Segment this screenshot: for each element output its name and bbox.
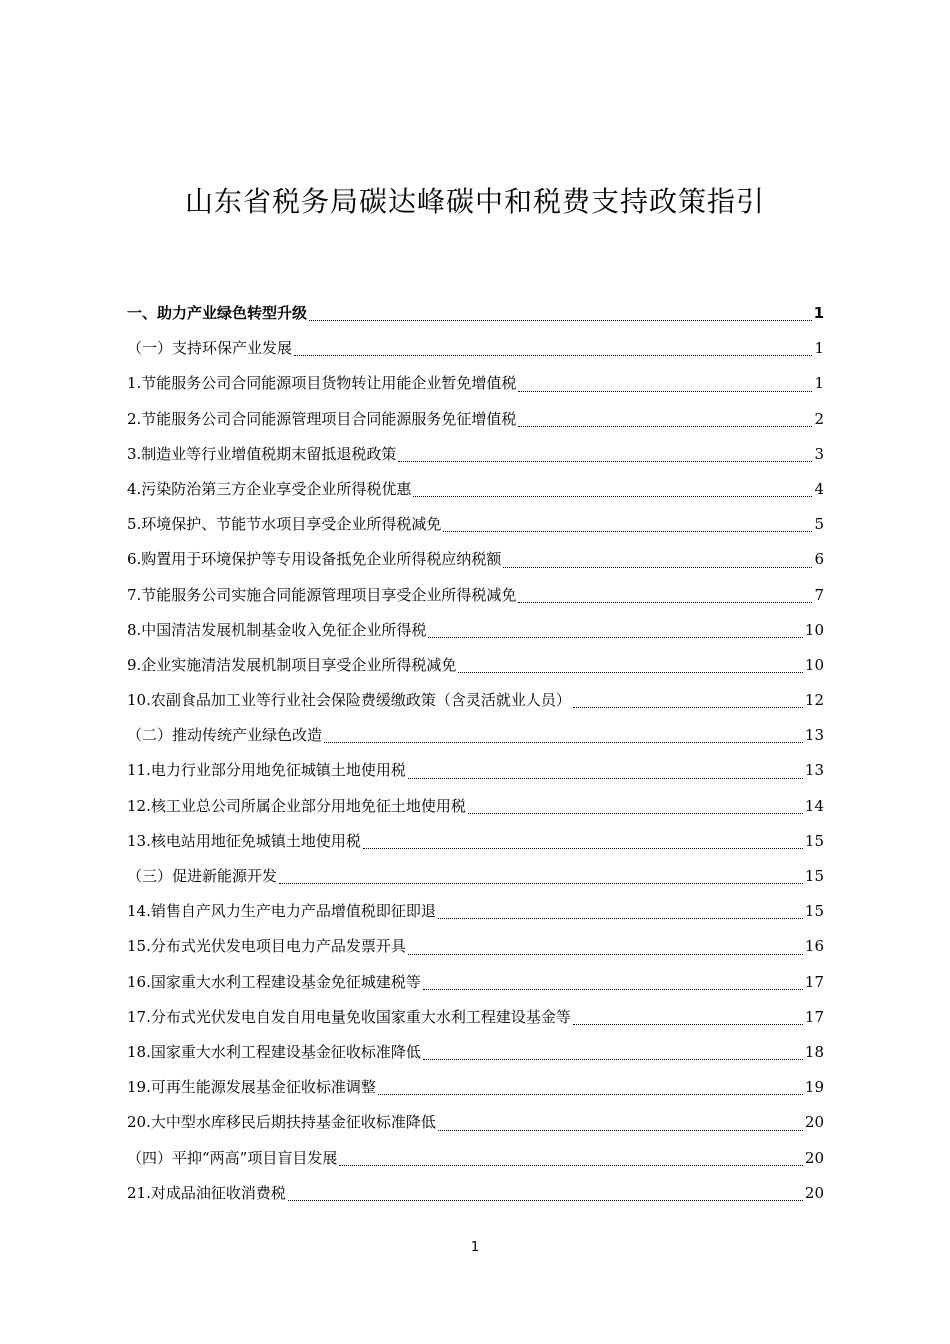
toc-entry-page: 2 bbox=[814, 409, 824, 428]
toc-entry-page: 20 bbox=[804, 1148, 824, 1167]
toc-entry[interactable] bbox=[127, 437, 824, 472]
toc-dot-leader bbox=[339, 1164, 803, 1166]
toc-dot-leader bbox=[458, 671, 803, 673]
toc-dot-leader bbox=[573, 1023, 803, 1025]
toc-dot-leader bbox=[443, 530, 812, 532]
toc-entry[interactable] bbox=[127, 542, 824, 577]
toc-entry-text: 5.环境保护、节能节水项目享受企业所得税减免 bbox=[127, 515, 442, 534]
page-title: 山东省税务局碳达峰碳中和税费支持政策指引 bbox=[184, 185, 765, 218]
toc-entry-text: 16.国家重大水利工程建设基金免征城建税等 bbox=[127, 972, 421, 991]
toc-entry-page: 20 bbox=[804, 1183, 824, 1202]
toc-entry-page: 10 bbox=[804, 655, 824, 674]
toc-entry[interactable] bbox=[127, 824, 824, 859]
toc-entry-text: 7.节能服务公司实施合同能源管理项目享受企业所得税减免 bbox=[127, 585, 517, 604]
toc-entry-page: 5 bbox=[814, 515, 824, 534]
toc-dot-leader bbox=[413, 495, 812, 497]
toc-entry-page: 14 bbox=[804, 796, 824, 815]
toc-entry-page: 1 bbox=[814, 339, 824, 358]
toc-entry-page: 15 bbox=[804, 831, 824, 850]
toc-dot-leader bbox=[309, 319, 812, 321]
toc-entry-text: 17.分布式光伏发电自发自用电量免收国家重大水利工程建设基金等 bbox=[127, 1007, 571, 1026]
toc-entry[interactable] bbox=[127, 1105, 824, 1140]
toc-entry[interactable] bbox=[127, 894, 824, 929]
toc-entry-page: 6 bbox=[814, 550, 824, 569]
toc-dot-leader bbox=[468, 812, 803, 814]
toc-entry-text: （三）促进新能源开发 bbox=[127, 867, 278, 885]
toc-entry[interactable] bbox=[127, 683, 824, 718]
toc-entry[interactable] bbox=[127, 718, 824, 753]
toc-entry-text: 13.核电站用地征免城镇土地使用税 bbox=[127, 831, 361, 850]
toc-dot-leader bbox=[518, 390, 812, 392]
toc-entry[interactable] bbox=[127, 648, 824, 683]
toc-entry-page: 1 bbox=[814, 374, 824, 393]
toc-entry[interactable] bbox=[127, 1141, 824, 1176]
toc-entry-text: （一）支持环保产业发展 bbox=[127, 339, 293, 358]
toc-entry[interactable] bbox=[127, 965, 824, 1000]
toc-entry-text: 20.大中型水库移民后期扶持基金征收标准降低 bbox=[127, 1113, 436, 1132]
toc-entry-page: 13 bbox=[804, 726, 824, 745]
toc-entry-page: 17 bbox=[804, 972, 824, 991]
table-of-contents bbox=[127, 296, 824, 1211]
toc-entry-text: 10.农副食品加工业等行业社会保险费缓缴政策（含灵活就业人员） bbox=[127, 691, 571, 710]
toc-entry-page: 17 bbox=[804, 1007, 824, 1026]
toc-entry-page: 15 bbox=[804, 902, 824, 921]
toc-dot-leader bbox=[279, 882, 803, 884]
toc-entry-page: 13 bbox=[804, 761, 824, 780]
toc-entry-text: 6.购置用于环境保护等专用设备抵免企业所得税应纳税额 bbox=[127, 550, 502, 569]
toc-dot-leader bbox=[378, 1093, 803, 1095]
toc-entry-text: 18.国家重大水利工程建设基金征收标准降低 bbox=[127, 1042, 421, 1061]
toc-entry[interactable] bbox=[127, 1000, 824, 1035]
toc-entry[interactable] bbox=[127, 613, 824, 648]
toc-dot-leader bbox=[363, 847, 803, 849]
toc-entry-text: 19.可再生能源发展基金征收标准调整 bbox=[127, 1078, 376, 1097]
toc-entry-page: 10 bbox=[804, 620, 824, 639]
toc-dot-leader bbox=[408, 777, 803, 779]
toc-entry[interactable] bbox=[127, 402, 824, 437]
toc-entry-text: 12.核工业总公司所属企业部分用地免征土地使用税 bbox=[127, 796, 466, 815]
toc-entry-text: 2.节能服务公司合同能源管理项目合同能源服务免征增值税 bbox=[127, 409, 517, 428]
toc-entry-page: 12 bbox=[804, 691, 824, 710]
toc-entry-text: 14.销售自产风力生产电力产品增值税即征即退 bbox=[127, 902, 436, 921]
toc-dot-leader bbox=[423, 988, 803, 990]
toc-entry-text: 11.电力行业部分用地免征城镇土地使用税 bbox=[127, 761, 406, 780]
toc-entry[interactable] bbox=[127, 331, 824, 366]
toc-entry[interactable] bbox=[127, 1035, 824, 1070]
toc-entry-text: 4.污染防治第三方企业享受企业所得税优惠 bbox=[127, 479, 412, 498]
toc-entry[interactable] bbox=[127, 296, 824, 331]
toc-entry-page: 16 bbox=[804, 937, 824, 956]
toc-entry-text: 9.企业实施清洁发展机制项目享受企业所得税减免 bbox=[127, 655, 457, 674]
toc-entry-text: 8.中国清洁发展机制基金收入免征企业所得税 bbox=[127, 620, 427, 639]
toc-entry[interactable] bbox=[127, 929, 824, 964]
toc-entry[interactable] bbox=[127, 578, 824, 613]
toc-dot-leader bbox=[518, 425, 812, 427]
toc-dot-leader bbox=[288, 1199, 803, 1201]
toc-entry-page: 4 bbox=[814, 479, 824, 498]
toc-entry-page: 3 bbox=[814, 444, 824, 463]
toc-entry-text: 15.分布式光伏发电项目电力产品发票开具 bbox=[127, 937, 406, 956]
toc-entry[interactable] bbox=[127, 753, 824, 788]
toc-dot-leader bbox=[324, 741, 803, 743]
toc-dot-leader bbox=[428, 636, 803, 638]
toc-dot-leader bbox=[294, 354, 812, 356]
toc-entry-text: 一、助力产业绿色转型升级 bbox=[127, 304, 308, 322]
toc-entry-text: 3.制造业等行业增值税期末留抵退税政策 bbox=[127, 444, 397, 463]
toc-entry[interactable] bbox=[127, 507, 824, 542]
toc-entry-text: 1.节能服务公司合同能源项目货物转让用能企业暂免增值税 bbox=[127, 374, 517, 393]
toc-entry-page: 15 bbox=[804, 867, 824, 885]
toc-dot-leader bbox=[438, 917, 803, 919]
toc-entry-text: 21.对成品油征收消费税 bbox=[127, 1183, 286, 1202]
toc-dot-leader bbox=[398, 460, 812, 462]
toc-entry-page: 1 bbox=[813, 304, 824, 322]
toc-entry-text: （四）平抑“两高”项目盲目发展 bbox=[127, 1148, 338, 1167]
toc-dot-leader bbox=[438, 1129, 803, 1131]
toc-entry[interactable] bbox=[127, 789, 824, 824]
toc-entry-text: （二）推动传统产业绿色改造 bbox=[127, 726, 323, 745]
toc-entry[interactable] bbox=[127, 1176, 824, 1211]
toc-dot-leader bbox=[408, 953, 803, 955]
toc-entry-page: 18 bbox=[804, 1042, 824, 1061]
toc-dot-leader bbox=[518, 601, 812, 603]
toc-entry[interactable] bbox=[127, 859, 824, 894]
toc-entry-page: 19 bbox=[804, 1078, 824, 1097]
toc-dot-leader bbox=[573, 706, 803, 708]
toc-entry[interactable] bbox=[127, 1070, 824, 1105]
toc-entry-page: 7 bbox=[814, 585, 824, 604]
toc-entry-page: 20 bbox=[804, 1113, 824, 1132]
toc-entry[interactable] bbox=[127, 366, 824, 401]
toc-entry[interactable] bbox=[127, 472, 824, 507]
toc-dot-leader bbox=[423, 1058, 803, 1060]
toc-dot-leader bbox=[503, 566, 812, 568]
page-number: 1 bbox=[470, 1240, 480, 1255]
